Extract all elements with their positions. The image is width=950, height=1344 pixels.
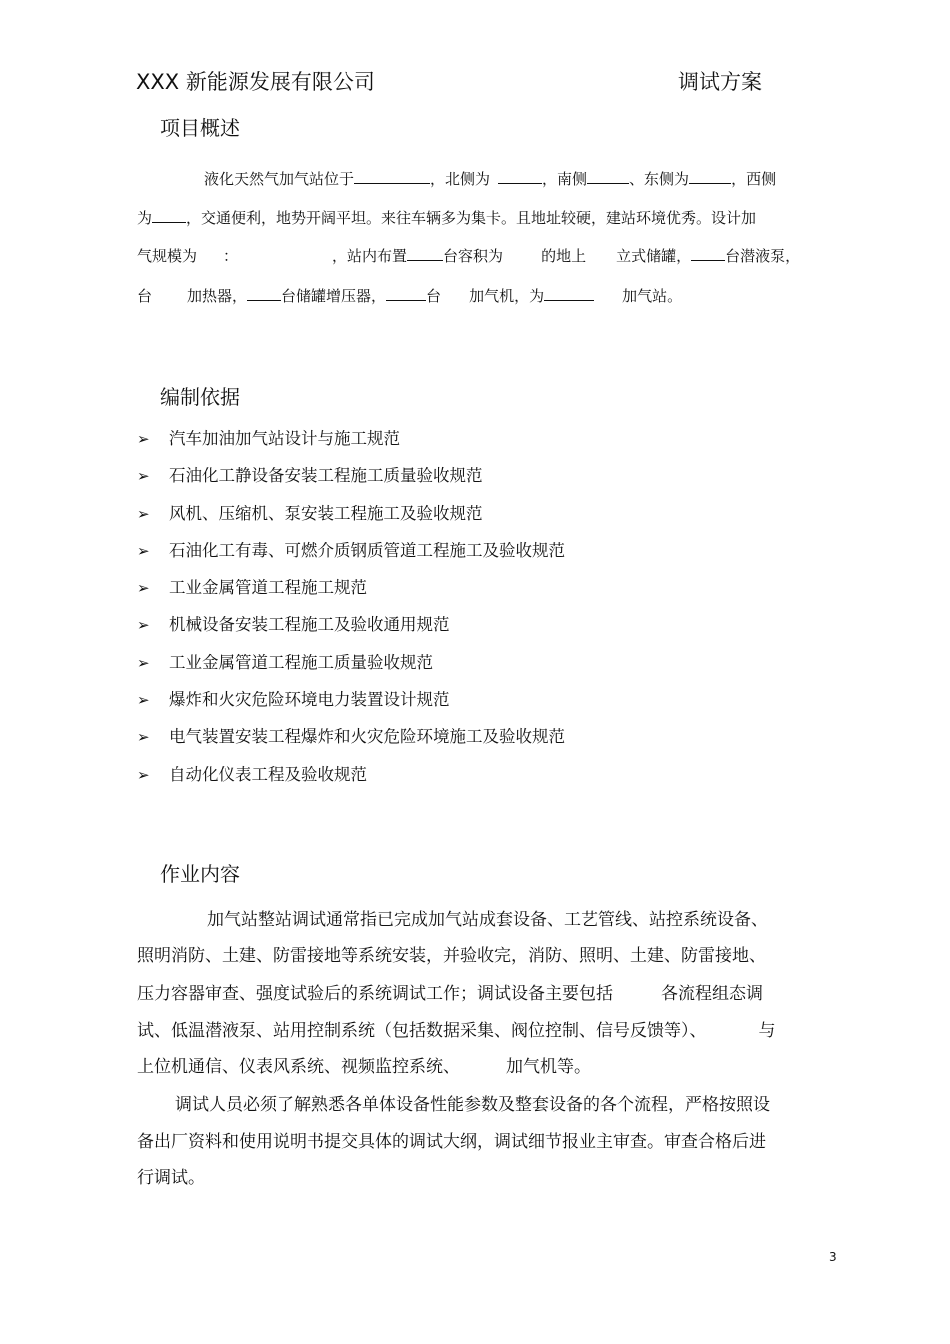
arrow-bullet-icon: ➢ (137, 728, 150, 746)
list-item-text: 机械设备安装工程施工及验收通用规范 (169, 615, 450, 634)
blank-field (407, 246, 443, 261)
text-segment: 加气机等。 (506, 1057, 591, 1077)
arrow-bullet-icon: ➢ (137, 616, 150, 634)
text-segment: 为 (137, 209, 153, 227)
blank-field (691, 246, 725, 261)
text-segment: 加热器， (187, 287, 248, 305)
page-number: 3 (829, 1250, 837, 1264)
text-segment: 台潜液泵， (725, 247, 801, 265)
paragraph-line: 照明消防、土建、防雷接地等系统安装，并验收完，消防、照明、土建、防雷接地、 (137, 946, 766, 966)
list-item-text: 石油化工静设备安装工程施工质量验收规范 (169, 466, 483, 485)
list-item-text: 工业金属管道工程施工规范 (169, 578, 367, 597)
paragraph-line: 备出厂资料和使用说明书提交具体的调试大纲，调试细节报业主审查。审查合格后进 (137, 1132, 766, 1152)
text-segment: 上位机通信、仪表风系统、视频监控系统、 (137, 1057, 460, 1077)
text-segment: 液化天然气加气站位于 (204, 170, 355, 188)
overview-line-1 (204, 168, 776, 189)
section-heading-overview: 项目概述 (160, 116, 240, 140)
paragraph-line (137, 979, 763, 1004)
section-heading-work: 作业内容 (160, 862, 240, 886)
paragraph-line: 行调试。 (137, 1168, 205, 1188)
list-item-text: 工业金属管道工程施工质量验收规范 (169, 653, 433, 672)
text-segment: 台容积为 (443, 247, 504, 265)
arrow-bullet-icon: ➢ (137, 654, 150, 672)
text-segment: ，北侧为 (430, 170, 491, 188)
text-segment: ，站内布置 (332, 247, 408, 265)
text-segment: 的地上 (541, 247, 587, 265)
list-item (137, 723, 565, 747)
paragraph-line: 加气站整站调试通常指已完成加气站成套设备、工艺管线、站控系统设备、 (207, 910, 768, 930)
text-segment: ，西侧 (731, 170, 777, 188)
text-segment: 台 (426, 287, 442, 305)
list-item (137, 649, 433, 673)
list-item-text: 石油化工有毒、可燃介质钢质管道工程施工及验收规范 (169, 541, 565, 560)
paragraph-line (137, 1052, 591, 1077)
list-item-text: 电气装置安装工程爆炸和火灾危险环境施工及验收规范 (169, 727, 565, 746)
arrow-bullet-icon: ➢ (137, 505, 150, 523)
arrow-bullet-icon: ➢ (137, 579, 150, 597)
arrow-bullet-icon: ➢ (137, 542, 150, 560)
list-item (137, 574, 367, 598)
text-segment: 各流程组态调 (661, 984, 763, 1004)
text-segment: 压力容器审查、强度试验后的系统调试工作；调试设备主要包括 (137, 984, 613, 1004)
arrow-bullet-icon: ➢ (137, 766, 150, 784)
text-segment: ： (223, 247, 239, 265)
section-heading-basis: 编制依据 (160, 385, 240, 409)
list-item (137, 686, 450, 710)
arrow-bullet-icon: ➢ (137, 467, 150, 485)
list-item-text: 爆炸和火灾危险环境电力装置设计规范 (169, 690, 450, 709)
document-title: 调试方案 (678, 70, 762, 94)
overview-line-4 (137, 285, 682, 306)
list-item (137, 425, 400, 449)
overview-line-3 (137, 245, 800, 266)
text-segment: 、东侧为 (629, 170, 690, 188)
blank-field (587, 169, 629, 184)
text-segment: 试、低温潜液泵、站用控制系统（包括数据采集、阀位控制、信号反馈等）、 (137, 1021, 707, 1041)
text-segment: ，南侧 (542, 170, 588, 188)
paragraph-line: 调试人员必须了解熟悉各单体设备性能参数及整套设备的各个流程，严格按照设 (175, 1095, 770, 1115)
text-segment: ，交通便利，地势开阔平坦。来往车辆多为集卡。且地址较硬，建站环境优秀。设计加 (186, 209, 757, 227)
blank-field (498, 169, 542, 184)
blank-field (354, 169, 430, 184)
text-segment: 台储罐增压器， (281, 287, 387, 305)
list-item (137, 611, 450, 635)
text-segment: 与 (758, 1021, 776, 1041)
list-item (137, 500, 483, 524)
paragraph-line (137, 1016, 776, 1041)
list-item (137, 761, 367, 785)
text-segment: 立式储罐， (616, 247, 692, 265)
blank-field (689, 169, 731, 184)
arrow-bullet-icon: ➢ (137, 691, 150, 709)
blank-field (386, 286, 426, 301)
list-item (137, 537, 565, 561)
list-item-text: 风机、压缩机、泵安装工程施工及验收规范 (169, 504, 483, 523)
text-segment: 台 (137, 287, 153, 305)
text-segment: 气规模为 (137, 247, 198, 265)
text-segment: 加气站。 (622, 287, 683, 305)
arrow-bullet-icon: ➢ (137, 430, 150, 448)
blank-field (544, 286, 594, 301)
overview-line-2 (137, 207, 756, 228)
blank-field (247, 286, 281, 301)
text-segment: 加气机，为 (469, 287, 545, 305)
list-item (137, 462, 483, 486)
blank-field (152, 208, 186, 223)
company-name: XXX 新能源发展有限公司 (136, 70, 375, 94)
list-item-text: 自动化仪表工程及验收规范 (169, 765, 367, 784)
list-item-text: 汽车加油加气站设计与施工规范 (169, 429, 400, 448)
